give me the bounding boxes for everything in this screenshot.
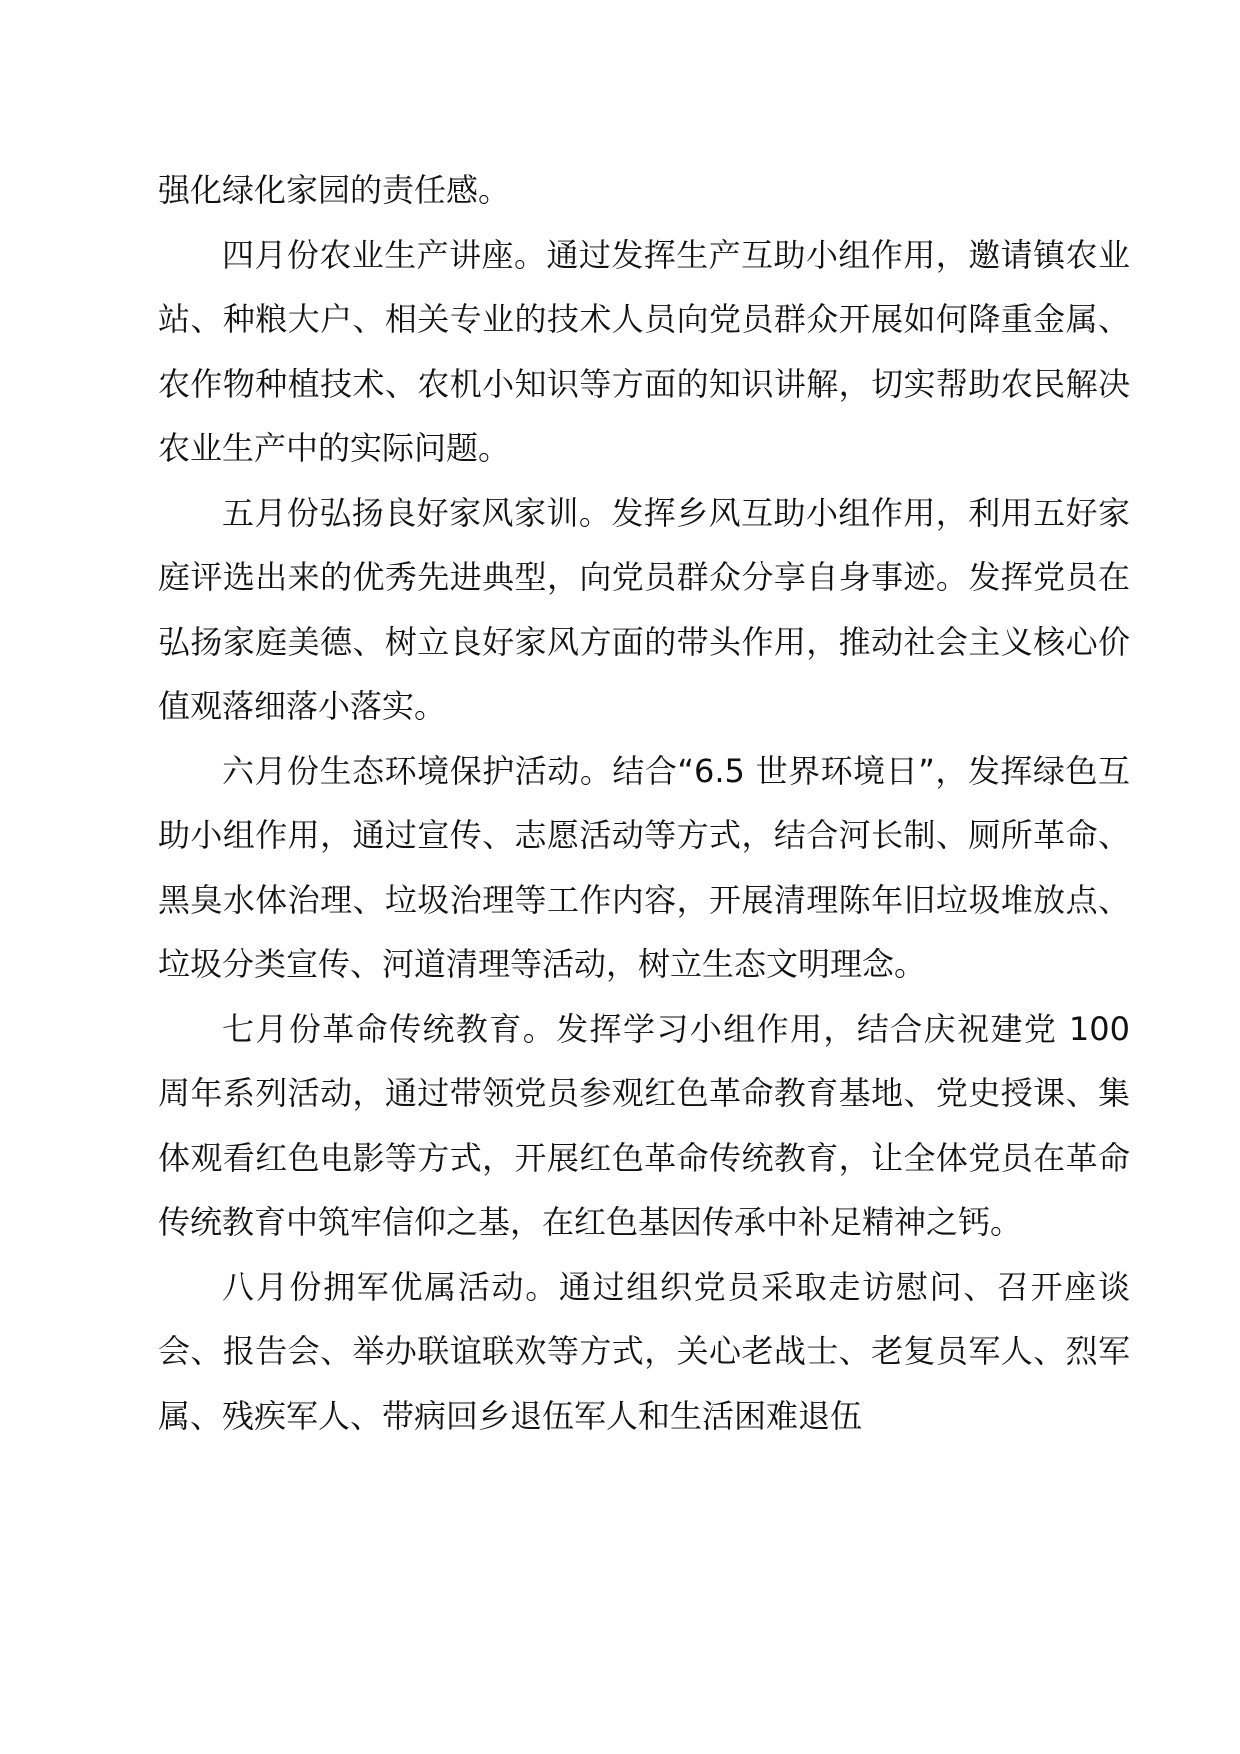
paragraph-april-agriculture-lecture: 四月份农业生产讲座。通过发挥生产互助小组作用，邀请镇农业站、种粮大户、相关专业的技术人员向党员群众开展如何降重金属、农作物种植技术、农机小知识等方面的知识讲解，切实帮助农民解决农业生产中的实际问题。	[158, 235, 1130, 467]
paragraph-august-military-support: 八月份拥军优属活动。通过组织党员采取走访慰问、召开座谈会、报告会、举办联谊联欢等方式，关心老战士、老复员军人、烈军属、残疾军人、带病回乡退伍军人和生活困难退伍	[158, 1267, 1130, 1435]
paragraph-continuation: 强化绿化家园的责任感。	[158, 171, 511, 209]
paragraph-july-revolutionary-education: 七月份革命传统教育。发挥学习小组作用，结合庆祝建党 100 周年系列活动，通过带领党员参观红色革命教育基地、党史授课、集体观看红色电影等方式，开展红色革命传统教育，让全体党员在革命传统教育中筑牢信仰之基，在红色基因传承中补足精神之钙。	[158, 1009, 1130, 1241]
paragraph-may-family-values: 五月份弘扬良好家风家训。发挥乡风互助小组作用，利用五好家庭评选出来的优秀先进典型，向党员群众分享自身事迹。发挥党员在弘扬家庭美德、树立良好家风方面的带头作用，推动社会主义核心价值观落细落小落实。	[158, 493, 1130, 725]
body-text	[158, 158, 1130, 1448]
paragraph-june-environment: 六月份生态环境保护活动。结合“6.5 世界环境日”，发挥绿色互助小组作用，通过宣传、志愿活动等方式，结合河长制、厕所革命、黑臭水体治理、垃圾治理等工作内容，开展清理陈年旧垃圾堆放点、垃圾分类宣传、河道清理等活动，树立生态文明理念。	[158, 751, 1130, 983]
